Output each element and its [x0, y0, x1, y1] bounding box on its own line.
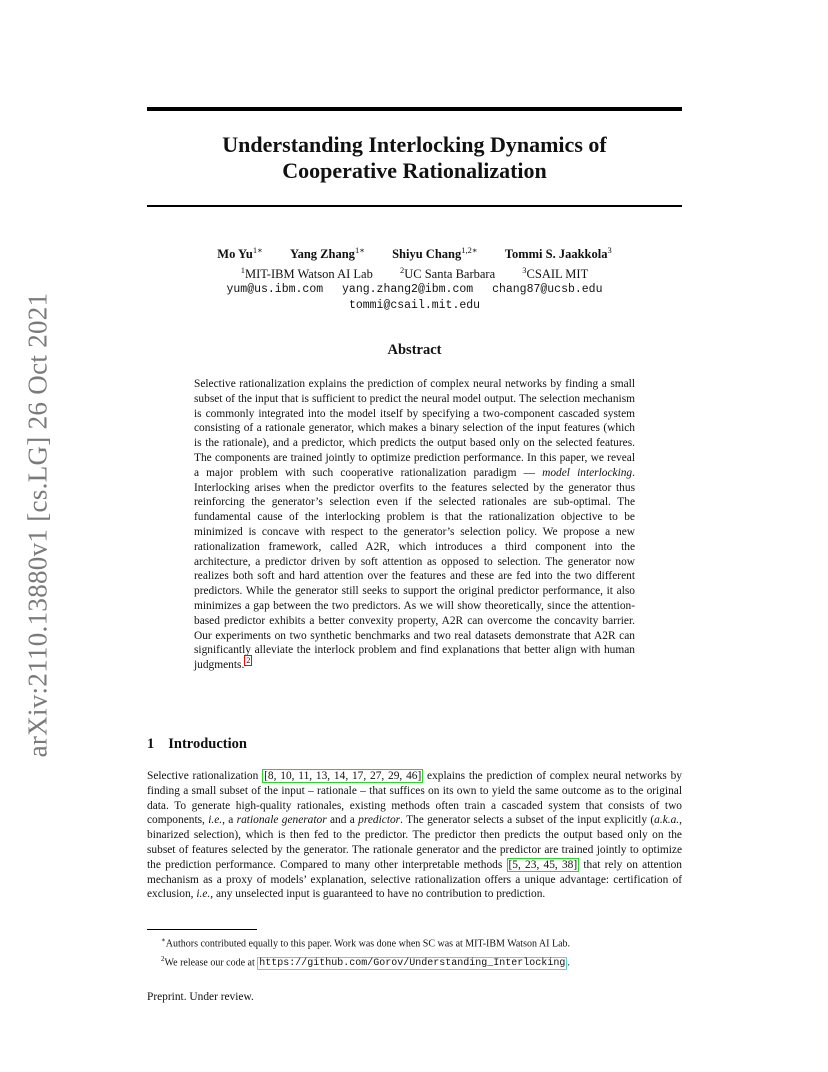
arxiv-sidebar	[16, 290, 60, 760]
footnote: $^2$We release our code at https://github.com/Gorov/Understanding_Interlocking .	[161, 954, 570, 970]
author: Yang Zhang$^{1∗}$	[289, 245, 365, 262]
title-top-rule	[147, 107, 682, 111]
author-names	[147, 243, 682, 263]
author-email-line-2	[147, 298, 682, 314]
abstract-heading: Abstract	[387, 342, 442, 358]
footnote-rule	[147, 929, 257, 930]
affiliations	[147, 263, 682, 283]
page-footer: Preprint. Under review.	[147, 991, 254, 1003]
section-heading: 1 Introduction	[147, 736, 247, 752]
email: yum@us.ibm.com	[226, 283, 324, 297]
footnote: ∗Authors contributed equally to this paper. Work was done when SC was at MIT-IBM Watson AI Lab.	[161, 936, 571, 950]
email: yang.zhang2@ibm.com	[342, 283, 474, 297]
title-bottom-rule	[147, 205, 682, 207]
affiliation: $^1$MIT-IBM Watson AI Lab	[240, 264, 373, 281]
citation-link[interactable]: [5, 23, 45, 38]	[508, 858, 578, 871]
footnotes	[147, 933, 682, 972]
email: tommi@csail.mit.edu	[348, 298, 481, 312]
author-block	[147, 243, 682, 313]
title-line-2: Cooperative Rationalization	[282, 158, 547, 183]
introduction-paragraph: Selective rationalization [8, 10, 11, 13, 14, 17, 27, 29, 46] explains the prediction of complex neural networks by finding a small subset of the input – rationale – that suffices on its own to yield the same outcome as to the original data. To generate high-quality rationales, existing methods often train a cascaded system that consists of two components, i.e., a rationale generator and a predictor. The generator selects a subset of the input explicitly (a.k.a., binarized selection), which is then fed to the predictor. The predictor then predicts the output based only on the subset of features selected by the generator. The rationale generator and the predictor are trained jointly to optimize the prediction performance. Compared to many other interpretable methods [5, 23, 45, 38] that rely on attention mechanism as a proxy of models’ explanation, selective rationalization offers a unique advantage: certification of exclusion, i.e., any unselected input is guaranteed to have no contribution to prediction.	[147, 770, 683, 901]
abstract-text: Selective rationalization explains the prediction of complex neural networks by finding a small subset of the input that is sufficient to predict the neural model output. The selection mechanism is commonly integrated into the model itself by specifying a two-component cascaded system consisting of a rationale generator, which makes a binary selection of the input features (which is the rationale), and a predictor, which predicts the output based only on the selected features. The components are trained jointly to optimize prediction performance. In this paper, we reveal a major problem with such cooperative rationalization paradigm — model interlocking. Interlocking arises when the predictor overfits to the features selected by the generator thus reinforcing the generator’s selection even if the selected rationales are sub-optimal. The fundamental cause of the interlocking problem is that the rationalization objective to be minimized is concave with respect to the generator’s selection policy. We propose a new rationalization framework, called A2R, which introduces a third component into the architecture, a predictor driven by soft attention as opposed to selection. The generator now realizes both soft and hard attention over the features and these are fed into the two different predictors. While the generator still seeks to support the original predictor performance, it also minimizes a gap between the two predictors. As we will show theoretically, since the attention-based predictor exhibits a better convexity property, A2R can overcome the concavity barrier. Our experiments on two synthetic benchmarks and two real datasets demonstrate that A2R can significantly alleviate the interlock problem and find explanations that better align with human judgments. $^2$	[194, 378, 635, 672]
code-url-link[interactable]: https://github.com/Gorov/Understanding_Interlocking	[259, 958, 566, 970]
author: Shiyu Chang$^{1,2∗}$	[392, 245, 478, 262]
title-line-1: Understanding Interlocking Dynamics of	[222, 132, 607, 157]
paper-title	[147, 132, 682, 184]
affiliation: $^2$UC Santa Barbara	[399, 264, 496, 281]
citation-link[interactable]: [8, 10, 11, 13, 14, 17, 27, 29, 46]	[264, 770, 422, 782]
affiliation: $^3$CSAIL MIT	[522, 264, 589, 281]
author: Tommi S. Jaakkola$^3$	[504, 245, 612, 262]
arxiv-identifier: arXiv:2110.13880v1 [cs.LG] 26 Oct 2021	[22, 292, 53, 758]
email: chang87@ucsb.edu	[492, 283, 603, 297]
footnote-link[interactable]: 2	[246, 656, 251, 666]
author-emails	[147, 282, 682, 298]
author: Mo $Yu^{1∗}$	[217, 245, 263, 262]
